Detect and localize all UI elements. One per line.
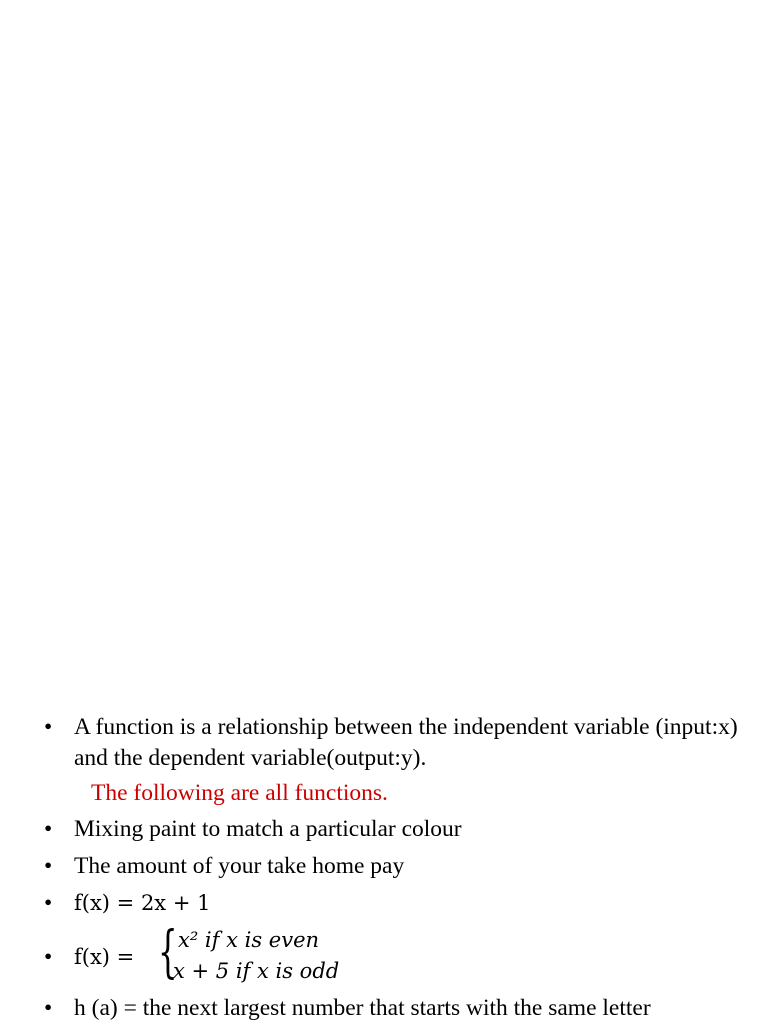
bullet-pay [40,851,740,882]
bullet-dot: • [44,816,53,842]
bullet-dot: • [44,714,53,740]
bullet-list [40,712,740,1024]
bullet-dot: • [44,995,53,1021]
paint-text: Mixing paint to match a particular colour [74,816,462,842]
piecewise-brace: { [158,920,178,985]
bullet-dot: • [44,944,53,970]
piecewise-case-odd: x + 5 if x is odd [173,959,340,983]
bullet-definition [40,712,740,774]
bullet-piecewise-function [40,920,740,989]
definition-text: A function is a relationship between the independent variable (input:x) and the dependent variable(output:y). [74,714,738,771]
piecewise-case-even: x² if x is even [178,928,320,952]
bullet-letter-function [40,993,740,1024]
bullet-dot: • [44,853,53,879]
bullet-dot: • [44,890,53,916]
piecewise-lhs: f(x) = [74,945,135,969]
letter-function-text: h (a) = the next largest number that starts with the same letter [74,995,651,1021]
bullet-linear-function [40,888,740,919]
pay-text: The amount of your take home pay [74,853,405,879]
linear-function-formula: f(x) = 2x + 1 [74,891,211,915]
functions-note: The following are all functions. [91,780,388,806]
bullet-paint [40,814,740,845]
